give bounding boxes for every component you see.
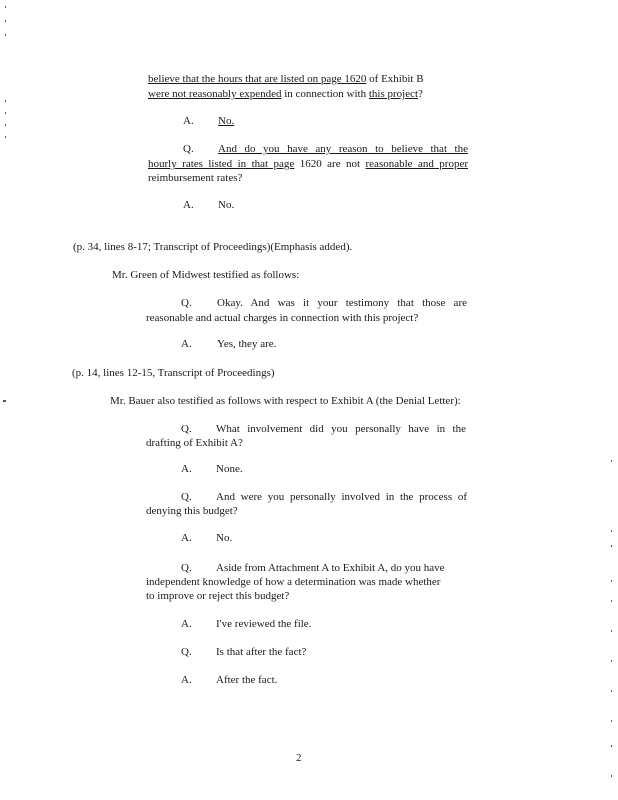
scan-artifact [5,6,6,8]
underlined-text: page 1620 [320,73,367,85]
question-text: Is that after the fact? [216,646,307,658]
intro-paragraph: Mr. Bauer also testified as follows with respect to Exhibit A (the Denial Letter): [110,395,461,407]
scan-artifact [5,20,6,22]
text-span: of Exhibit B [366,73,424,85]
scan-artifact [611,775,612,777]
question-label: Q. [181,423,192,435]
testimony-line [148,72,468,86]
answer-text: No. [218,199,235,211]
answer-label: A. [181,463,192,475]
question-text: Aside from Attachment A to Exhibit A, do you have [216,562,445,574]
question-label: Q. [181,491,192,503]
text-span: ? [418,88,423,100]
question-text: independent knowledge of how a determination was made whether [146,576,441,588]
underlined-text: hourly rates listed in that page [148,158,295,170]
question-text: And were you personally involved in the process of [216,491,467,503]
text-span: 1620 are not [294,158,366,170]
answer-label: A. [181,532,192,544]
intro-paragraph: Mr. Green of Midwest testified as follows: [112,269,300,281]
answer-label: A. [183,115,194,127]
answer-label: A. [181,338,192,350]
question-text: And do you have any reason to believe that the [218,143,468,155]
question-text: Okay. And was it your testimony that those are [217,297,467,309]
text-span: in connection with [281,88,369,100]
scan-artifact [611,580,612,582]
answer-text: No. [218,115,235,127]
answer-label: A. [183,199,194,211]
scan-artifact [611,600,612,602]
testimony-line [148,157,468,171]
answer-text: None. [216,463,243,475]
question-text: to improve or reject this budget? [146,590,290,602]
scan-artifact [611,745,612,747]
question-label: Q. [181,562,192,574]
question-text: reasonable and actual charges in connection with this project? [146,312,419,324]
scan-artifact [611,460,612,462]
scan-artifact [611,630,612,632]
question-text: drafting of Exhibit A? [146,437,243,449]
answer-text: I've reviewed the file. [216,618,312,630]
scan-artifact [611,720,612,722]
underlined-text: were not reasonably expended [148,88,282,100]
scan-artifact [611,530,612,532]
scan-artifact [3,400,6,402]
scan-artifact [5,124,6,126]
page-number: 2 [296,752,302,764]
citation: (p. 34, lines 8-17; Transcript of Proceedings)(Emphasis added). [73,241,353,253]
question-label: Q. [183,143,194,155]
scan-artifact [611,545,612,547]
scan-artifact [611,690,612,692]
answer-text: After the fact. [216,674,278,686]
question-text: denying this budget? [146,505,238,517]
answer-text: Yes, they are. [217,338,277,350]
underlined-text: this project [368,88,419,100]
scan-artifact [5,34,6,36]
testimony-line [148,87,423,101]
underlined-text: believe that the hours that are listed on [148,73,321,85]
scan-artifact [611,660,612,662]
testimony-line: reimbursement rates? [148,172,243,184]
scan-artifact [5,136,6,138]
scan-artifact [5,100,6,102]
citation: (p. 14, lines 12-15, Transcript of Proceedings) [72,367,275,379]
question-label: Q. [181,646,192,658]
question-label: Q. [181,297,192,309]
underlined-text: reasonable and proper [365,158,468,170]
answer-label: A. [181,618,192,630]
answer-text: No. [216,532,233,544]
answer-label: A. [181,674,192,686]
scan-artifact [5,112,6,114]
question-text: What involvement did you personally have in the [216,423,466,435]
